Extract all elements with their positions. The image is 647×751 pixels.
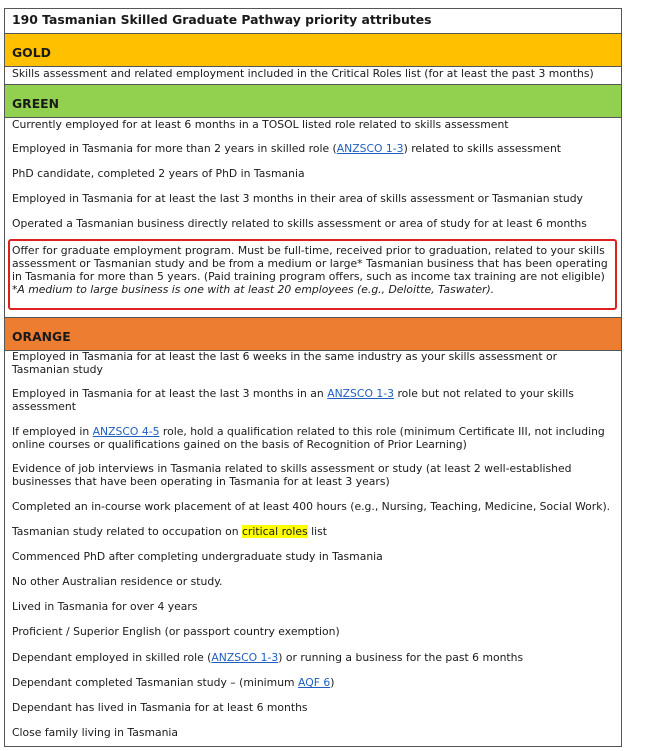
- orange-items: [5, 351, 621, 746]
- list-item: Operated a Tasmanian business directly related to skills assessment or area of study for at least 6 months: [12, 217, 587, 230]
- offer-text: Offer for graduate employment program. Must be full-time, received prior to graduation, related to your skills assessment or Tasmanian study and be from a medium or large* Tasmanian business that has been operating in Tasmania for more than 5 years. (Paid training program offers, such as income tax training are not eligible): [12, 244, 608, 283]
- list-item: Employed in Tasmania for at least the last 6 weeks in the same industry as your skills assessment or Tasmanian study: [12, 350, 558, 376]
- list-item: Employed in Tasmania for at least the last 3 months in their area of skills assessment or Tasmanian study: [12, 192, 583, 205]
- list-item: No other Australian residence or study.: [12, 575, 223, 588]
- offer-note: *A medium to large business is one with at least 20 employees (e.g., Deloitte, Taswater).: [12, 282, 495, 296]
- list-item: Dependant employed in skilled role (ANZSCO 1-3) or running a business for the past 6 months: [12, 651, 524, 664]
- orange-heading: ORANGE: [5, 318, 621, 351]
- table-title: 190 Tasmanian Skilled Graduate Pathway priority attributes: [5, 9, 621, 34]
- list-item: Tasmanian study related to occupation on critical roles list: [12, 525, 327, 538]
- gold-item: Skills assessment and related employment included in the Critical Roles list (for at least the past 3 months): [5, 67, 621, 85]
- list-item: Completed an in-course work placement of at least 400 hours (e.g., Nursing, Teaching, Medicine, Social Work).: [12, 500, 611, 513]
- list-item: Lived in Tasmania for over 4 years: [12, 600, 198, 613]
- anzsco-1-3-link[interactable]: ANZSCO 1-3: [327, 387, 395, 400]
- list-item: Evidence of job interviews in Tasmania related to skills assessment or study (at least 2 well-established businesses that have been operating in Tasmania for at least 3 years): [12, 462, 572, 488]
- list-item: PhD candidate, completed 2 years of PhD in Tasmania: [12, 167, 305, 180]
- list-item: Dependant completed Tasmanian study – (minimum AQF 6): [12, 676, 335, 689]
- list-item: Employed in Tasmania for at least the last 3 months in an ANZSCO 1-3 role but not related to your skills assessment: [12, 387, 574, 413]
- list-item: Close family living in Tasmania: [12, 726, 179, 739]
- anzsco-1-3-link[interactable]: ANZSCO 1-3: [336, 142, 404, 155]
- anzsco-1-3-link[interactable]: ANZSCO 1-3: [211, 651, 279, 664]
- green-heading: GREEN: [5, 85, 621, 118]
- gold-heading: GOLD: [5, 34, 621, 67]
- critical-roles-highlight: critical roles: [241, 525, 308, 538]
- list-item: Currently employed for at least 6 months in a TOSOL listed role related to skills assessment: [12, 118, 509, 131]
- anzsco-4-5-link[interactable]: ANZSCO 4-5: [92, 425, 160, 438]
- list-item: Commenced PhD after completing undergraduate study in Tasmania: [12, 550, 383, 563]
- list-item: Proficient / Superior English (or passport country exemption): [12, 625, 340, 638]
- aqf-6-link[interactable]: AQF 6: [298, 676, 331, 689]
- graduate-offer-item: [5, 243, 621, 318]
- list-item: If employed in ANZSCO 4-5 role, hold a qualification related to this role (minimum Certificate III, not including online courses or qualifications gained on the basis of Recognition of Prior Learning): [12, 425, 605, 451]
- green-items: [5, 118, 621, 318]
- list-item: Employed in Tasmania for more than 2 years in skilled role (ANZSCO 1-3) related to skills assessment: [12, 142, 562, 155]
- attributes-table: [4, 8, 622, 747]
- list-item: Dependant has lived in Tasmania for at least 6 months: [12, 701, 308, 714]
- offer-highlight-box: [8, 239, 617, 310]
